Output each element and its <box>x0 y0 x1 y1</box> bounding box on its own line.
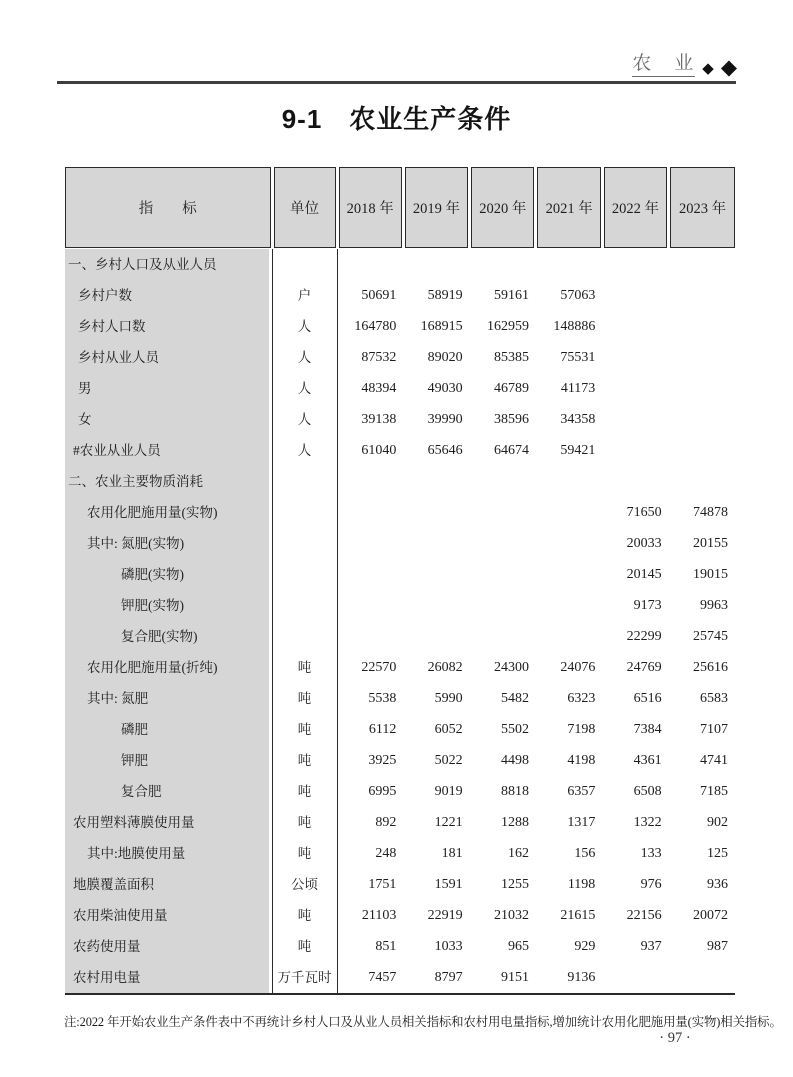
row-label: 一、乡村人口及从业人员 <box>68 257 217 272</box>
row-label: 地膜覆盖面积 <box>73 877 154 892</box>
table-note: 注:2022 年开始农业生产条件表中不再统计乡村人口及从业人员相关指标和农村用电量指标,增加统计农用化肥施用量(实物)相关指标。 <box>64 1015 782 1030</box>
table-row <box>65 466 735 497</box>
cell-value: 26082 <box>427 660 463 675</box>
cell-value: 148886 <box>553 319 596 334</box>
cell-value: 7107 <box>699 722 728 737</box>
table-row <box>65 683 735 714</box>
table-row <box>65 528 735 559</box>
cell-value <box>602 435 668 466</box>
row-unit: 吨 <box>297 846 312 861</box>
column-header-4: 2020 年 <box>471 167 534 248</box>
cell-value: 39990 <box>427 412 463 427</box>
cell-value: 6516 <box>633 691 662 706</box>
cell-value: 19015 <box>692 567 728 582</box>
row-label: 乡村从业人员 <box>78 350 159 365</box>
cell-value <box>536 466 602 497</box>
cell-value: 4498 <box>500 753 529 768</box>
cell-value <box>470 621 536 652</box>
cell-value: 965 <box>507 939 529 954</box>
cell-value <box>602 962 668 993</box>
cell-value <box>669 962 735 993</box>
cell-value <box>669 404 735 435</box>
cell-value: 87532 <box>361 350 397 365</box>
table-row <box>65 249 735 280</box>
table-row <box>65 745 735 776</box>
cell-value: 7457 <box>368 970 397 985</box>
row-label: 其中: 氮肥 <box>87 691 149 706</box>
cell-value <box>470 249 536 280</box>
cell-value <box>470 466 536 497</box>
cell-value <box>470 528 536 559</box>
cell-value: 50691 <box>361 288 397 303</box>
cell-value: 39138 <box>361 412 397 427</box>
table-row <box>65 559 735 590</box>
row-label: 农药使用量 <box>73 939 141 954</box>
row-unit: 公顷 <box>291 877 318 892</box>
table-row <box>65 838 735 869</box>
cell-value: 1198 <box>567 877 596 892</box>
cell-value: 9151 <box>500 970 529 985</box>
table-row <box>65 621 735 652</box>
cell-value: 929 <box>574 939 596 954</box>
cell-value <box>337 528 403 559</box>
cell-value: 181 <box>441 846 463 861</box>
column-header-wrap <box>602 167 668 248</box>
cell-value <box>669 435 735 466</box>
table-row <box>65 869 735 900</box>
cell-value: 125 <box>706 846 728 861</box>
cell-value: 6357 <box>567 784 596 799</box>
cell-value <box>536 559 602 590</box>
statistics-table <box>65 167 735 995</box>
cell-value: 156 <box>574 846 596 861</box>
row-label: 农用柴油使用量 <box>73 908 168 923</box>
header-rule <box>57 81 736 84</box>
cell-value <box>403 249 469 280</box>
table-row <box>65 652 735 683</box>
cell-value: 133 <box>640 846 662 861</box>
row-unit: 吨 <box>297 660 312 675</box>
row-unit <box>272 621 337 652</box>
cell-value: 7185 <box>699 784 728 799</box>
cell-value: 4361 <box>633 753 662 768</box>
cell-value: 65646 <box>427 443 463 458</box>
cell-value: 20155 <box>692 536 728 551</box>
row-label: #农业从业人员 <box>73 443 161 458</box>
cell-value: 24769 <box>626 660 662 675</box>
cell-value: 41173 <box>560 381 596 396</box>
cell-value: 1591 <box>434 877 463 892</box>
row-label: 其中:地膜使用量 <box>87 846 186 861</box>
cell-value <box>669 342 735 373</box>
row-unit: 吨 <box>297 784 312 799</box>
cell-value <box>602 373 668 404</box>
diamond-icon: ◆ <box>720 55 737 79</box>
cell-value <box>602 342 668 373</box>
page-masthead <box>632 54 737 77</box>
cell-value <box>669 373 735 404</box>
cell-value <box>337 249 403 280</box>
column-header-wrap <box>536 167 602 248</box>
row-unit: 吨 <box>297 939 312 954</box>
cell-value: 5022 <box>434 753 463 768</box>
table-header-row <box>65 167 735 248</box>
cell-value: 59421 <box>560 443 596 458</box>
row-label: 乡村人口数 <box>78 319 146 334</box>
cell-value <box>337 621 403 652</box>
row-unit <box>272 590 337 621</box>
cell-value: 8818 <box>500 784 529 799</box>
row-label: 二、农业主要物质消耗 <box>68 474 203 489</box>
cell-value: 168915 <box>420 319 463 334</box>
row-label: 钾肥 <box>121 753 148 768</box>
row-unit: 吨 <box>297 753 312 768</box>
cell-value: 6323 <box>567 691 596 706</box>
cell-value: 1033 <box>434 939 463 954</box>
row-unit <box>272 497 337 528</box>
row-unit: 万千瓦时 <box>277 970 332 985</box>
row-unit: 人 <box>297 350 312 365</box>
cell-value: 75531 <box>560 350 596 365</box>
row-label: 男 <box>78 381 92 396</box>
column-header-5: 2021 年 <box>537 167 600 248</box>
cell-value: 21103 <box>361 908 397 923</box>
cell-value: 892 <box>375 815 397 830</box>
cell-value <box>602 311 668 342</box>
row-unit: 户 <box>297 288 312 303</box>
cell-value <box>470 559 536 590</box>
cell-value: 902 <box>706 815 728 830</box>
cell-value: 1255 <box>500 877 529 892</box>
cell-value: 64674 <box>493 443 529 458</box>
cell-value <box>403 466 469 497</box>
cell-value: 5482 <box>500 691 529 706</box>
cell-value: 57063 <box>560 288 596 303</box>
cell-value: 46789 <box>493 381 529 396</box>
cell-value: 3925 <box>368 753 397 768</box>
column-header-wrap <box>337 167 403 248</box>
table-row <box>65 900 735 931</box>
cell-value: 162959 <box>486 319 529 334</box>
cell-value: 22299 <box>626 629 662 644</box>
row-unit <box>272 249 337 280</box>
cell-value <box>470 497 536 528</box>
table-row <box>65 590 735 621</box>
cell-value: 85385 <box>493 350 529 365</box>
table-row <box>65 497 735 528</box>
cell-value <box>337 497 403 528</box>
cell-value: 937 <box>640 939 662 954</box>
row-unit <box>272 466 337 497</box>
cell-value: 987 <box>706 939 728 954</box>
column-header-7: 2023 年 <box>670 167 735 248</box>
cell-value <box>403 528 469 559</box>
table-row <box>65 962 735 993</box>
section-label: 农 业 <box>632 54 695 77</box>
cell-value <box>602 404 668 435</box>
column-header-wrap <box>65 167 272 248</box>
row-unit: 吨 <box>297 908 312 923</box>
table-row <box>65 435 735 466</box>
cell-value <box>536 528 602 559</box>
cell-value <box>470 590 536 621</box>
cell-value: 21615 <box>560 908 596 923</box>
cell-value: 74878 <box>692 505 728 520</box>
cell-value: 6995 <box>368 784 397 799</box>
row-label: 农村用电量 <box>73 970 141 985</box>
cell-value: 48394 <box>361 381 397 396</box>
row-label: 磷肥 <box>121 722 148 737</box>
row-label: 其中: 氮肥(实物) <box>87 536 185 551</box>
cell-value: 936 <box>706 877 728 892</box>
cell-value: 58919 <box>427 288 463 303</box>
cell-value: 851 <box>375 939 397 954</box>
row-label: 女 <box>78 412 92 427</box>
row-label: 复合肥 <box>121 784 162 799</box>
row-label: 乡村户数 <box>78 288 132 303</box>
cell-value: 1288 <box>500 815 529 830</box>
diamond-icon: ◆ <box>702 61 714 78</box>
cell-value: 9019 <box>434 784 463 799</box>
cell-value: 7384 <box>633 722 662 737</box>
cell-value: 7198 <box>567 722 596 737</box>
cell-value <box>337 590 403 621</box>
cell-value <box>669 311 735 342</box>
table-row <box>65 373 735 404</box>
cell-value: 9963 <box>699 598 728 613</box>
cell-value: 6112 <box>368 722 397 737</box>
cell-value: 61040 <box>361 443 397 458</box>
cell-value: 8797 <box>434 970 463 985</box>
cell-value: 22919 <box>427 908 463 923</box>
cell-value: 976 <box>640 877 662 892</box>
cell-value: 20145 <box>626 567 662 582</box>
cell-value <box>403 497 469 528</box>
row-label: 农用化肥施用量(实物) <box>87 505 218 520</box>
cell-value: 25616 <box>692 660 728 675</box>
row-label: 磷肥(实物) <box>121 567 184 582</box>
row-unit <box>272 528 337 559</box>
cell-value <box>403 621 469 652</box>
cell-value <box>536 249 602 280</box>
column-header-3: 2019 年 <box>405 167 468 248</box>
cell-value <box>337 466 403 497</box>
cell-value: 164780 <box>354 319 397 334</box>
column-header-wrap <box>669 167 735 248</box>
cell-value: 25745 <box>692 629 728 644</box>
row-unit: 吨 <box>297 815 312 830</box>
column-header-wrap <box>470 167 536 248</box>
cell-value: 162 <box>507 846 529 861</box>
table-body <box>65 249 735 995</box>
table-row <box>65 714 735 745</box>
cell-value <box>602 249 668 280</box>
row-unit: 人 <box>297 412 312 427</box>
table-row <box>65 311 735 342</box>
table-row <box>65 931 735 962</box>
cell-value <box>337 559 403 590</box>
row-unit: 人 <box>297 319 312 334</box>
cell-value: 4741 <box>699 753 728 768</box>
cell-value <box>669 466 735 497</box>
row-unit: 吨 <box>297 722 312 737</box>
column-header-0: 指 标 <box>65 167 271 248</box>
cell-value: 1751 <box>368 877 397 892</box>
row-label: 钾肥(实物) <box>121 598 184 613</box>
cell-value: 49030 <box>427 381 463 396</box>
cell-value: 1322 <box>633 815 662 830</box>
cell-value <box>536 590 602 621</box>
row-label: 复合肥(实物) <box>121 629 198 644</box>
table-row <box>65 404 735 435</box>
column-header-1: 单位 <box>274 167 336 248</box>
page-number: · 97 · <box>659 1030 691 1046</box>
cell-value: 5538 <box>368 691 397 706</box>
cell-value <box>669 280 735 311</box>
cell-value: 9173 <box>633 598 662 613</box>
row-unit: 吨 <box>297 691 312 706</box>
cell-value: 20033 <box>626 536 662 551</box>
cell-value: 71650 <box>626 505 662 520</box>
cell-value: 38596 <box>493 412 529 427</box>
cell-value <box>403 559 469 590</box>
cell-value: 4198 <box>567 753 596 768</box>
cell-value: 34358 <box>560 412 596 427</box>
page-title: 9-1 农业生产条件 <box>281 104 512 134</box>
cell-value: 5990 <box>434 691 463 706</box>
cell-value: 248 <box>375 846 397 861</box>
cell-value <box>403 590 469 621</box>
column-header-wrap <box>272 167 337 248</box>
cell-value <box>602 466 668 497</box>
row-unit: 人 <box>297 443 312 458</box>
row-unit: 人 <box>297 381 312 396</box>
cell-value: 21032 <box>493 908 529 923</box>
cell-value: 5502 <box>500 722 529 737</box>
cell-value: 6583 <box>699 691 728 706</box>
cell-value: 89020 <box>427 350 463 365</box>
cell-value: 1317 <box>567 815 596 830</box>
cell-value: 22156 <box>626 908 662 923</box>
row-label: 农用塑料薄膜使用量 <box>73 815 195 830</box>
row-label: 农用化肥施用量(折纯) <box>87 660 218 675</box>
cell-value <box>536 497 602 528</box>
cell-value <box>536 621 602 652</box>
cell-value: 6508 <box>633 784 662 799</box>
cell-value: 24300 <box>493 660 529 675</box>
cell-value: 22570 <box>361 660 397 675</box>
table-row <box>65 807 735 838</box>
cell-value: 1221 <box>434 815 463 830</box>
cell-value: 59161 <box>493 288 529 303</box>
column-header-6: 2022 年 <box>604 167 667 248</box>
table-row <box>65 342 735 373</box>
column-header-wrap <box>403 167 469 248</box>
cell-value: 9136 <box>567 970 596 985</box>
cell-value: 20072 <box>692 908 728 923</box>
row-unit <box>272 559 337 590</box>
cell-value: 24076 <box>560 660 596 675</box>
cell-value <box>602 280 668 311</box>
cell-value <box>669 249 735 280</box>
column-header-2: 2018 年 <box>339 167 402 248</box>
cell-value: 6052 <box>434 722 463 737</box>
table-row <box>65 280 735 311</box>
table-row <box>65 776 735 807</box>
